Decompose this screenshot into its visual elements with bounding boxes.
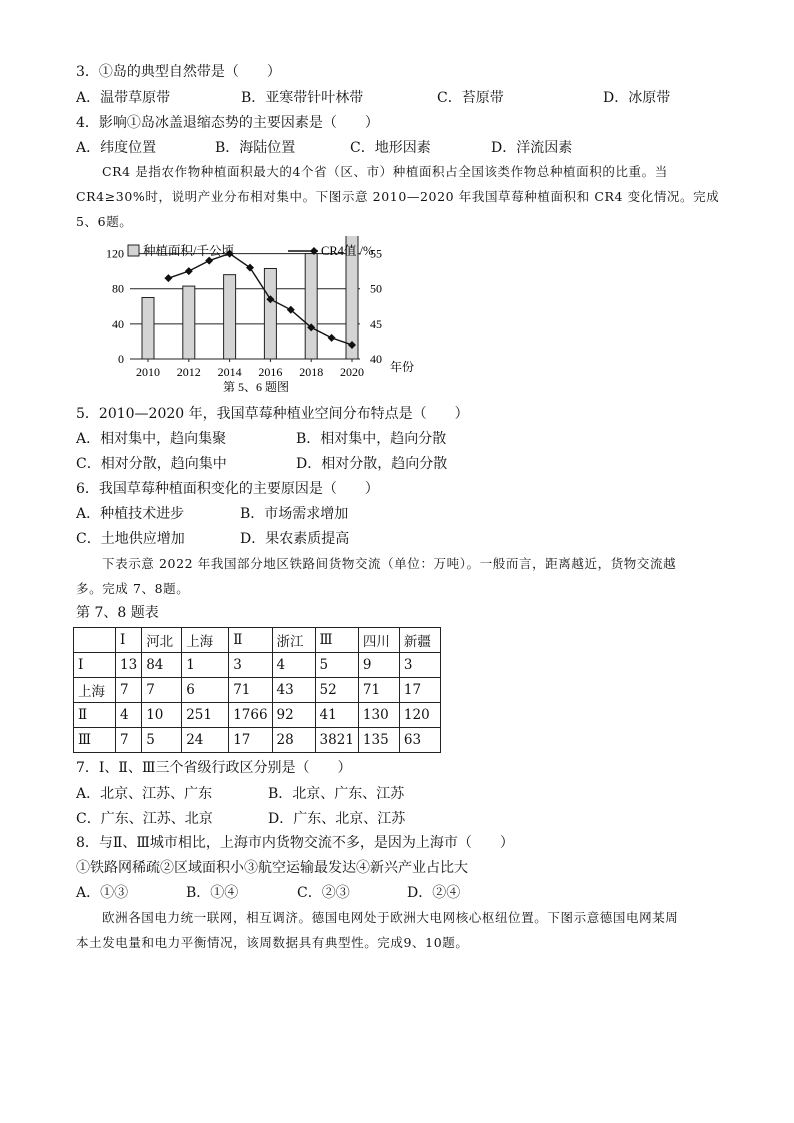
- table-cell: 3: [229, 653, 272, 678]
- table-cell: 7: [116, 678, 142, 703]
- q5-stem: 5．2010—2020 年，我国草莓种植业空间分布特点是（ ）: [76, 406, 469, 422]
- q3-option-a: A．温带草原带: [76, 90, 171, 106]
- table-cell: 3: [399, 653, 440, 678]
- y-right-tick-label: 45: [370, 316, 382, 331]
- legend-bar-swatch: [128, 245, 139, 256]
- table-cell: 10: [142, 703, 182, 728]
- table-cell: 1766: [229, 703, 272, 728]
- area-bar: [264, 269, 276, 359]
- q8-stem: 8．与Ⅱ、Ⅲ城市相比，上海市内货物交流不多，是因为上海市（ ）: [76, 835, 514, 851]
- table-header-cell: Ⅰ: [116, 628, 142, 653]
- table-header-cell: 浙江: [272, 628, 315, 653]
- q4-option-a: A．纬度位置: [76, 140, 157, 156]
- table-cell: 251: [182, 703, 229, 728]
- q8-option-a: A．①③: [76, 885, 129, 901]
- table-row-label: Ⅱ: [74, 703, 116, 728]
- x-tick-label: 2012: [176, 365, 201, 379]
- table-header-cell: Ⅱ: [229, 628, 272, 653]
- x-tick-label: 2014: [217, 365, 242, 379]
- q3-stem: 3．①岛的典型自然带是（ ）: [76, 64, 281, 80]
- x-tick-label: 2020: [340, 365, 364, 379]
- intro-7-8-line2: 多。完成 7、8题。: [76, 581, 190, 596]
- q6-stem: 6．我国草莓种植面积变化的主要原因是（ ）: [76, 481, 379, 497]
- table-row: [74, 678, 441, 703]
- x-tick-label: 2010: [136, 365, 160, 379]
- area-bar: [183, 286, 195, 359]
- table-cell: 84: [142, 653, 182, 678]
- table-cell: 1: [182, 653, 229, 678]
- q7-option-a: A．北京、江苏、广东: [76, 786, 213, 802]
- table-cell: 9: [358, 653, 399, 678]
- q7-option-b: B．北京、广东、江苏: [268, 786, 405, 802]
- table-cell: 7: [142, 678, 182, 703]
- intro-7-8: [76, 551, 726, 601]
- area-bar: [142, 298, 154, 360]
- q3-option-d: D．冰原带: [603, 90, 671, 106]
- q8-option-c: C．②③: [297, 885, 350, 901]
- table-cell: 17: [399, 678, 440, 703]
- intro-9-10-line1: 欧洲各国电力统一联网，相互调济。德国电网处于欧洲大电网核心枢纽位置。下图示意德国电网某周: [102, 910, 679, 925]
- y-left-tick-label: 0: [118, 352, 124, 366]
- q6-option-a: A．种植技术进步: [76, 506, 185, 522]
- table-row: [74, 728, 441, 753]
- table-row-label: Ⅲ: [74, 728, 116, 753]
- q6-option-d: D．果农素质提高: [240, 531, 350, 547]
- table-cell: 52: [315, 678, 358, 703]
- q7-option-d: D．广东、北京、江苏: [268, 811, 406, 827]
- table-cell: 71: [229, 678, 272, 703]
- intro-5-6-line3: 5、6题。: [76, 214, 133, 229]
- cr4-line: [168, 254, 352, 345]
- x-tick-label: 2018: [299, 365, 324, 379]
- table-row: [74, 653, 441, 678]
- cr4-point: [164, 274, 172, 282]
- table-cell: 120: [399, 703, 440, 728]
- area-bar: [224, 275, 236, 359]
- table-cell: 6: [182, 678, 229, 703]
- table-cell: 13: [116, 653, 142, 678]
- legend-bar-label: 种植面积/千公顷: [143, 244, 234, 258]
- table-header-cell: 河北: [142, 628, 182, 653]
- table-cell: 41: [315, 703, 358, 728]
- strawberry-chart: [0, 236, 794, 396]
- y-left-tick-label: 120: [106, 246, 124, 261]
- table-cell: 3821: [315, 728, 358, 753]
- table-cell: 7: [116, 728, 142, 753]
- table-header-row: [74, 628, 441, 653]
- table-cell: 130: [358, 703, 399, 728]
- y-right-tick-label: 40: [370, 352, 382, 366]
- table-cell: 71: [358, 678, 399, 703]
- table-cell: 135: [358, 728, 399, 753]
- table-cell: 4: [116, 703, 142, 728]
- q5-option-c: C．相对分散，趋向集中: [76, 456, 227, 472]
- intro-9-10: [76, 905, 726, 955]
- table-cell: 92: [272, 703, 315, 728]
- intro-7-8-line1: 下表示意 2022 年我国部分地区铁路间货物交流（单位：万吨）。一般而言，距离越近，货物交流越: [102, 556, 677, 571]
- table-cell: 4: [272, 653, 315, 678]
- q3-option-c: C．苔原带: [437, 90, 504, 106]
- table-cell: 24: [182, 728, 229, 753]
- table-header-cell: Ⅲ: [315, 628, 358, 653]
- q6-option-b: B．市场需求增加: [240, 506, 349, 522]
- x-tick-label: 2016: [258, 365, 283, 379]
- table-header-cell: 四川: [358, 628, 399, 653]
- chart-caption: 第 5、6 题图: [222, 380, 290, 394]
- table-cell: 43: [272, 678, 315, 703]
- x-axis-title: 年份: [390, 360, 415, 374]
- table-row-label: Ⅰ: [74, 653, 116, 678]
- cr4-point: [185, 267, 193, 275]
- table-cell: 5: [142, 728, 182, 753]
- legend-line-label: CR4值 /%: [321, 244, 374, 258]
- area-bar: [305, 254, 317, 359]
- table-cell: 5: [315, 653, 358, 678]
- q5-option-a: A．相对集中，趋向集聚: [76, 431, 227, 447]
- intro-5-6: [76, 159, 726, 234]
- cr4-point: [328, 334, 336, 342]
- q7-stem: 7．Ⅰ、Ⅱ、Ⅲ三个省级行政区分别是（ ）: [76, 760, 352, 776]
- q5-option-d: D．相对分散，趋向分散: [296, 456, 448, 472]
- q4-stem: 4．影响①岛冰盖退缩态势的主要因素是（ ）: [76, 115, 379, 131]
- intro-9-10-line2: 本土发电量和电力平衡情况，该周数据具有典型性。完成9、10题。: [76, 935, 469, 950]
- q5-option-b: B．相对集中，趋向分散: [296, 431, 447, 447]
- table-row-label: 上海: [74, 678, 116, 703]
- q8-option-d: D．②④: [407, 885, 461, 901]
- cr4-point: [246, 264, 254, 272]
- y-right-tick-label: 50: [370, 281, 382, 296]
- intro-5-6-line2: CR4≥30%时，说明产业分布相对集中。下图示意 2010—2020 年我国草莓种植面积和 CR4 变化情况。完成: [76, 189, 720, 204]
- q6-option-c: C．土地供应增加: [76, 531, 185, 547]
- q4-option-d: D．洋流因素: [491, 140, 573, 156]
- q8-statements: ①铁路网稀疏②区域面积小③航空运输最发达④新兴产业占比大: [76, 860, 468, 876]
- freight-table: [73, 627, 441, 753]
- y-left-tick-label: 40: [112, 316, 124, 331]
- y-right-tick-label: 55: [370, 246, 382, 261]
- q7-option-c: C．广东、江苏、北京: [76, 811, 213, 827]
- table-header-cell: 上海: [182, 628, 229, 653]
- table-caption: 第 7、8 题表: [76, 605, 159, 621]
- table-cell: 28: [272, 728, 315, 753]
- y-left-tick-label: 80: [112, 281, 124, 296]
- table-header-cell: 新疆: [399, 628, 440, 653]
- table-row: [74, 703, 441, 728]
- q4-option-c: C．地形因素: [350, 140, 431, 156]
- q8-option-b: B．①④: [186, 885, 239, 901]
- q3-option-b: B．亚寒带针叶林带: [241, 90, 364, 106]
- q4-option-b: B．海陆位置: [215, 140, 296, 156]
- intro-5-6-line1: CR4 是指农作物种植面积最大的4个省（区、市）种植面积占全国该类作物总种植面积的比重。当: [102, 164, 668, 179]
- table-cell: 63: [399, 728, 440, 753]
- table-header-cell: [74, 628, 116, 653]
- chart-legend: [128, 243, 373, 258]
- table-cell: 17: [229, 728, 272, 753]
